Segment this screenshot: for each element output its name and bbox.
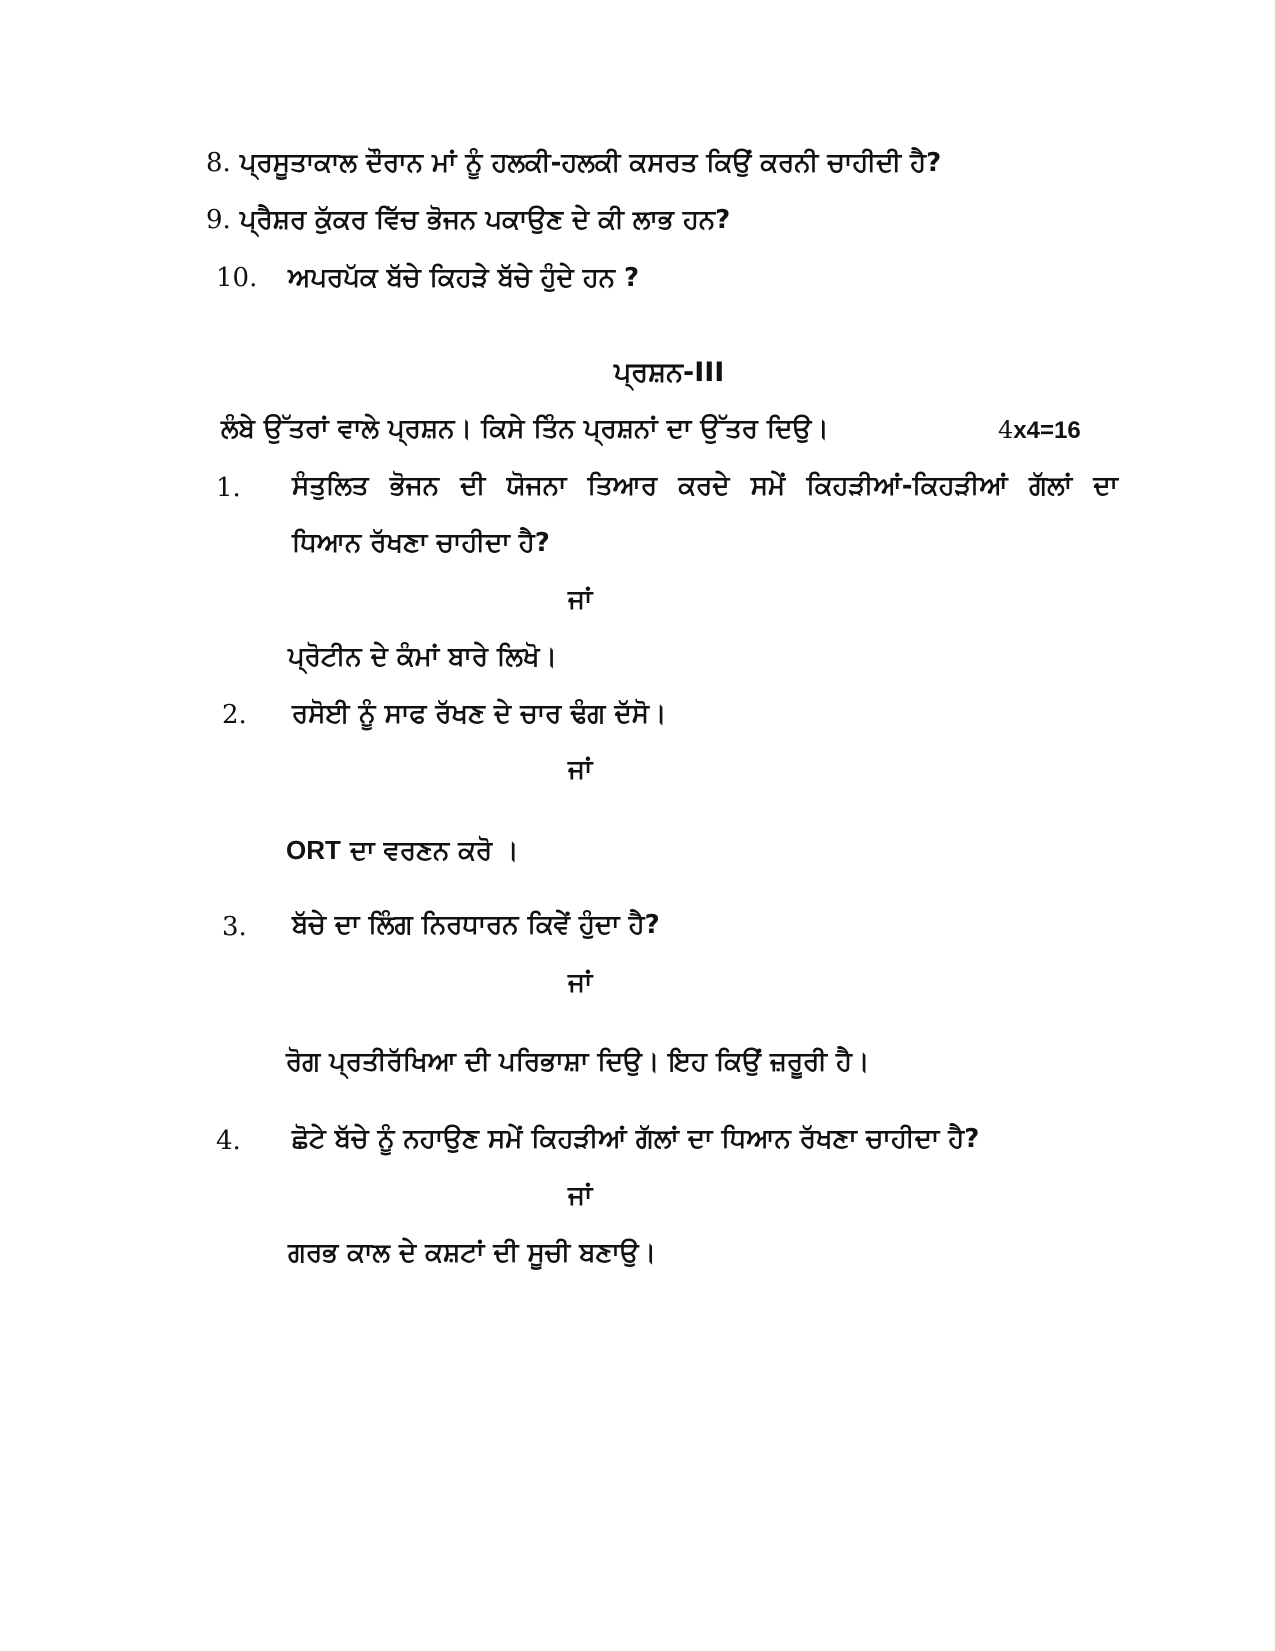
question-number: 4. [216,1126,241,1156]
question-number: 3. [222,912,247,942]
or-label: ਜਾਂ [568,1181,593,1211]
question-4-alternative: ਗਰਭ ਕਾਲ ਦੇ ਕਸ਼ਟਾਂ ਦੀ ਸੂਚੀ ਬਣਾਉ। [288,1238,657,1268]
question-number: 8. [206,148,231,178]
question-4-text: ਛੋਟੇ ਬੱਚੇ ਨੂੰ ਨਹਾਉਣ ਸਮੇਂ ਕਿਹੜੀਆਂ ਗੱਲਾਂ ਦਾ ਧਿਆਨ ਰੱਖਣਾ ਚਾਹੀਦਾ ਹੈ? [292,1124,980,1154]
question-text: ਪ੍ਰਸੂਤਾਕਾਲ ਦੌਰਾਨ ਮਾਂ ਨੂੰ ਹਲਕੀ-ਹਲਕੀ ਕਸਰਤ ਕਿਉਂ ਕਰਨੀ ਚਾਹੀਦੀ ਹੈ? [239,148,942,178]
question-number: 2. [222,700,247,730]
marks-rest: x4=16 [1013,417,1081,444]
question-3-text: ਬੱਚੇ ਦਾ ਲਿੰਗ ਨਿਰਧਾਰਨ ਕਿਵੇਂ ਹੁੰਦਾ ਹੈ? [292,910,660,940]
marks-prefix: 4 [998,416,1014,444]
question-number: 10. [216,263,258,293]
question-number: 1. [216,473,241,503]
or-label: ਜਾਂ [568,968,593,998]
question-1-alternative: ਪ੍ਰੋਟੀਨ ਦੇ ਕੰਮਾਂ ਬਾਰੇ ਲਿਖੋ। [288,642,557,672]
question-10-text: ਅਪਰਪੱਕ ਬੱਚੇ ਕਿਹੜੇ ਬੱਚੇ ਹੁੰਦੇ ਹਨ ? [288,263,640,293]
question-2-text: ਰਸੋਈ ਨੂੰ ਸਾਫ ਰੱਖਣ ਦੇ ਚਾਰ ਢੰਗ ਦੱਸੋ। [292,699,667,729]
section-heading: ਪ੍ਰਸ਼ਨ-III [614,357,725,388]
section-instruction: ਲੰਬੇ ਉੱਤਰਾਂ ਵਾਲੇ ਪ੍ਰਸ਼ਨ। ਕਿਸੇ ਤਿੰਨ ਪ੍ਰਸ਼ਨਾਂ ਦਾ ਉੱਤਰ ਦਿਉ। [221,414,829,444]
ort-abbreviation: ORT [286,835,341,865]
question-number: 9. [206,205,231,235]
question-1-line-1: ਸੰਤੁਲਿਤ ਭੋਜਨ ਦੀ ਯੋਜਨਾ ਤਿਆਰ ਕਰਦੇ ਸਮੇਂ ਕਿਹੜੀਆਂ-ਕਿਹੜੀਆਂ ਗੱਲਾਂ ਦਾ [292,471,1118,501]
question-1-line-2: ਧਿਆਨ ਰੱਖਣਾ ਚਾਹੀਦਾ ਹੈ? [292,528,550,558]
question-text: ਪ੍ਰੈਸ਼ਰ ਕੁੱਕਰ ਵਿੱਚ ਭੋਜਨ ਪਕਾਉਣ ਦੇ ਕੀ ਲਾਭ ਹਨ? [239,205,731,235]
or-label: ਜਾਂ [568,585,593,615]
question-9 [206,203,730,237]
marks-allocation [998,413,1081,448]
question-2-alternative [286,833,519,868]
question-3-alternative: ਰੋਗ ਪ੍ਰਤੀਰੱਖਿਆ ਦੀ ਪਰਿਭਾਸ਼ਾ ਦਿਉ। ਇਹ ਕਿਉਂ ਜ਼ਰੂਰੀ ਹੈ। [286,1047,870,1077]
or-label: ਜਾਂ [568,755,593,785]
question-2-alternative-rest: ਦਾ ਵਰਣਨ ਕਰੋ । [340,836,519,866]
question-8 [206,146,941,180]
